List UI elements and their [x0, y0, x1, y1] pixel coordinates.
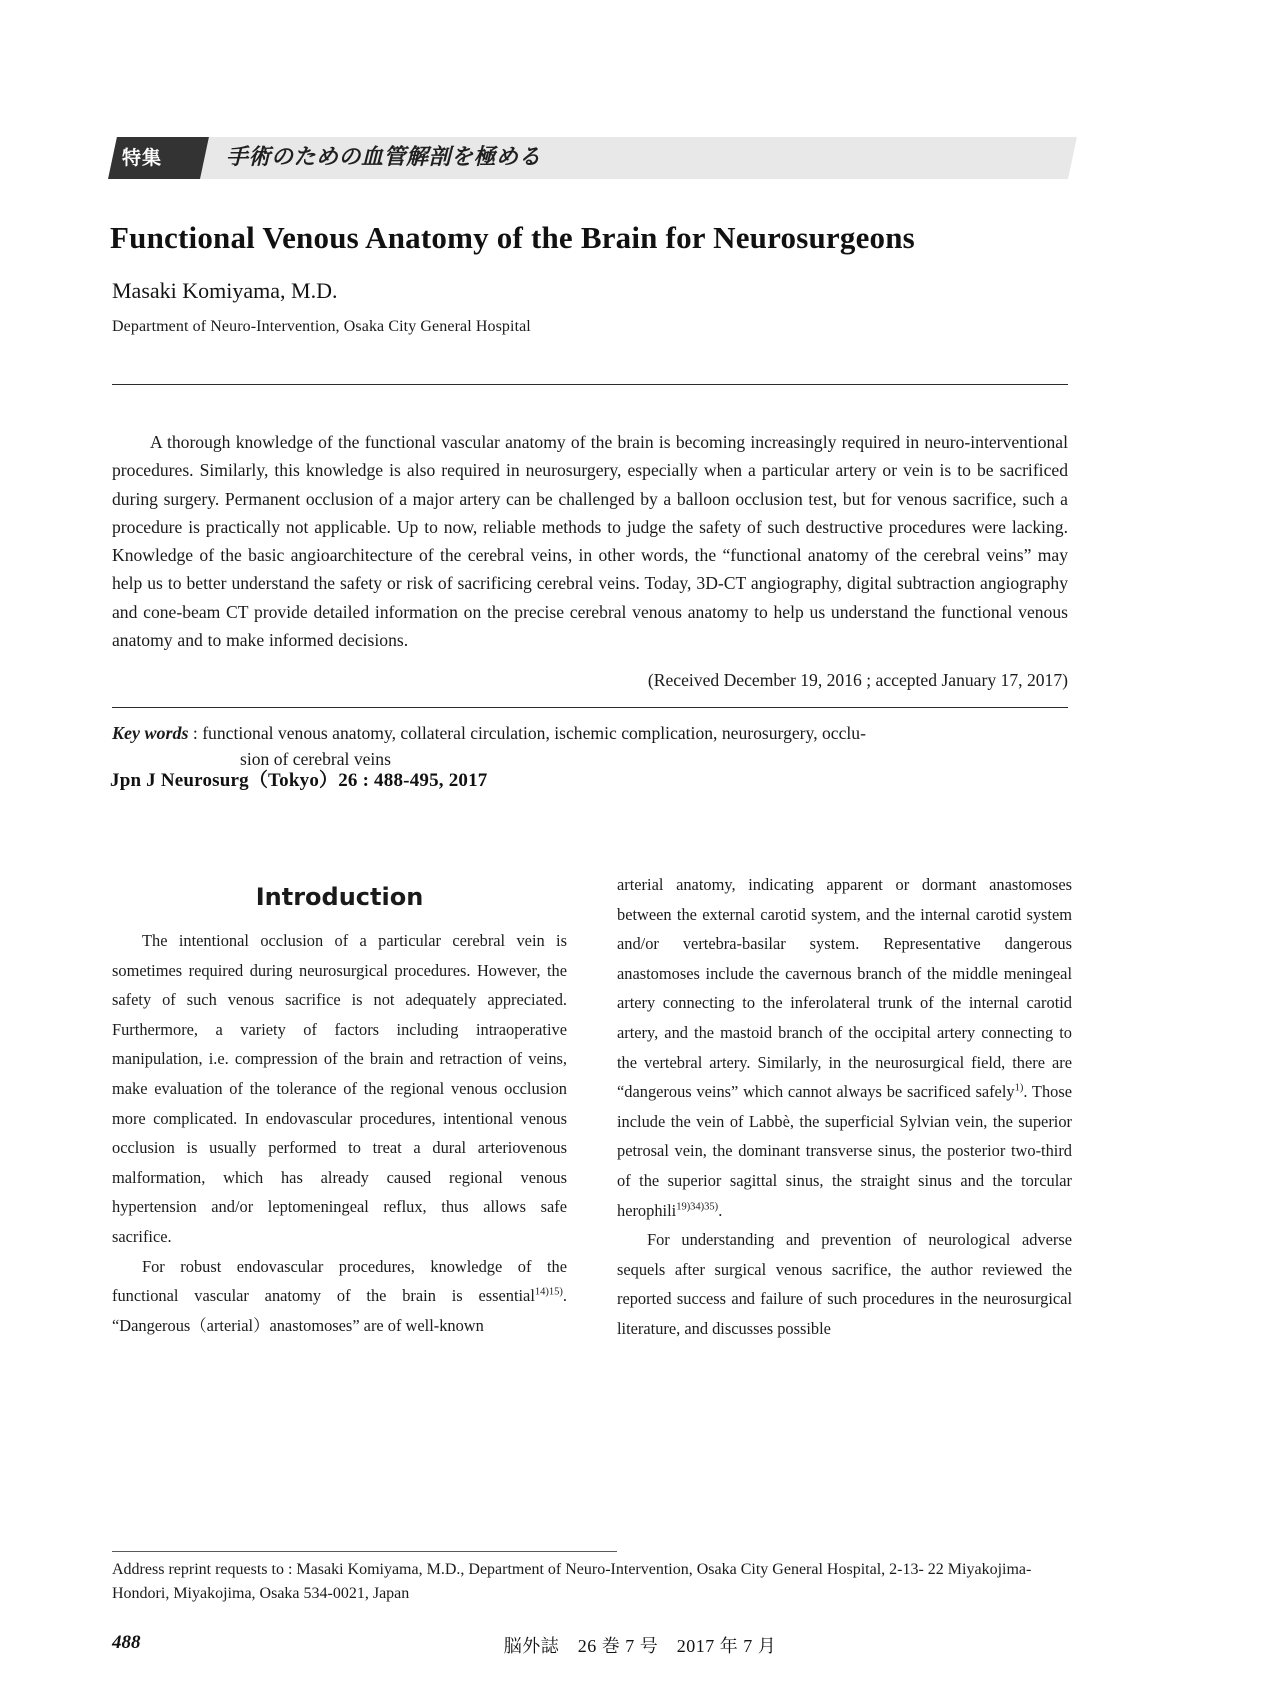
reprint-address-note: [112, 1558, 1072, 1606]
paragraph: For understanding and prevention of neurological adverse sequels after surgical venous sacrifice, the author reviewed the reported success and failure of such procedures in the neurosurgical literature, and discusses possible: [617, 1230, 1072, 1338]
divider-below-abstract: [112, 707, 1068, 708]
keywords-line-1: functional venous anatomy, collateral circulation, ischemic complication, neurosurgery, occlu-: [202, 723, 866, 743]
keywords-separator: :: [188, 723, 203, 743]
reference-marker: 19)34)35): [676, 1201, 719, 1213]
footnote-line-1: Address reprint requests to : Masaki Komiyama, M.D., Department of Neuro-Intervention, Osaka City General Hospital, 2-13-: [112, 1561, 924, 1578]
page-number: 488: [112, 1632, 141, 1653]
body-column-left: [112, 870, 567, 1340]
abstract-text: A thorough knowledge of the functional vascular anatomy of the brain is becoming increasingly required in neuro-interventional procedures. Similarly, this knowledge is also required in neurosurgery, especially when a particular artery or vein is to be sacrificed during surgery. Permanent occlusion of a major artery can be challenged by a balloon occlusion test, but for venous sacrifice, such a procedure is practically not applicable. Up to now, reliable methods to judge the safety of such destructive procedures were lacking. Knowledge of the basic angioarchitecture of the cerebral veins, in other words, the “functional anatomy of the cerebral veins” may help us to better understand the safety or risk of sacrificing cerebral veins. Today, 3D-CT angiography, digital subtraction angiography and cone-beam CT provide detailed information on the precise cerebral venous anatomy to help us understand the functional venous anatomy and to make informed decisions.: [112, 432, 1068, 651]
keywords-label: Key words: [112, 723, 189, 743]
banner-tag-label: 特集: [122, 147, 163, 169]
paragraph-text-b: . Those include the vein of Labbè, the superficial Sylvian vein, the superior petrosal vein, the dominant transverse sinus, the posterior two-third of the superior sagittal sinus, the straight sinus and the torcular herophili: [617, 1082, 1072, 1220]
feature-banner: [108, 137, 1068, 179]
section-heading-introduction: Introduction: [255, 883, 424, 911]
running-footer: 脳外誌 26 巻 7 号 2017 年 7 月: [503, 1636, 777, 1656]
paragraph: The intentional occlusion of a particular cerebral vein is sometimes required during neurosurgical procedures. However, the safety of such venous sacrifice is not adequately appreciated. Furthermore, a variety of factors including intraoperative manipulation, i.e. compression of the brain and retraction of veins, make evaluation of the tolerance of the regional venous occlusion more complicated. In endovascular procedures, intentional venous occlusion is usually performed to treat a dural arteriovenous malformation, which has already caused regional venous hypertension and/or leptomeningeal reflux, thus allows safe sacrifice.: [112, 931, 567, 1246]
paragraph: [617, 870, 1072, 1225]
paragraph-text-b: . “Dangerous（arterial）anastomoses” are of well-known: [112, 1286, 567, 1335]
author-name: Masaki Komiyama, M.D.: [112, 278, 338, 303]
paragraph: [112, 1252, 567, 1341]
page-title: Functional Venous Anatomy of the Brain for Neurosurgeons: [110, 219, 915, 255]
banner-feature-title: 手術のための血管解剖を極める: [226, 145, 542, 170]
paragraph-text-a: arterial anatomy, indicating apparent or dormant anastomoses between the external carotid system, and the internal carotid system and/or vertebra-basilar system. Representative dangerous anastomoses include the cavernous branch of the middle meningeal artery connecting to the inferolateral trunk of the internal carotid artery, and the mastoid branch of the occipital artery connecting to the vertebral artery. Similarly, in the neurosurgical field, there are “dangerous veins” which cannot always be sacrificed safely: [617, 875, 1072, 1102]
journal-citation: Jpn J Neurosurg（Tokyo）26 : 488-495, 2017: [110, 770, 488, 791]
keywords-block: [112, 720, 1070, 772]
paragraph-text-c: .: [718, 1200, 723, 1220]
body-column-right: [617, 870, 1072, 1344]
footnote-line-2: 22 Miyakojima-Hondori, Miyakojima, Osaka 534-0021, Japan: [112, 1561, 1032, 1602]
reference-marker: 1): [1014, 1082, 1024, 1094]
received-accepted-line: (Received December 19, 2016 ; accepted January 17, 2017): [647, 670, 1068, 690]
footnote-divider: [112, 1551, 617, 1552]
reference-marker: 14)15): [534, 1286, 563, 1298]
author-affiliation: Department of Neuro-Intervention, Osaka City General Hospital: [112, 318, 531, 335]
divider-above-abstract: [112, 384, 1068, 385]
keywords-line-2: sion of cerebral veins: [240, 749, 391, 769]
paragraph-text-a: For robust endovascular procedures, knowledge of the functional vascular anatomy of the brain is essential: [112, 1256, 567, 1306]
